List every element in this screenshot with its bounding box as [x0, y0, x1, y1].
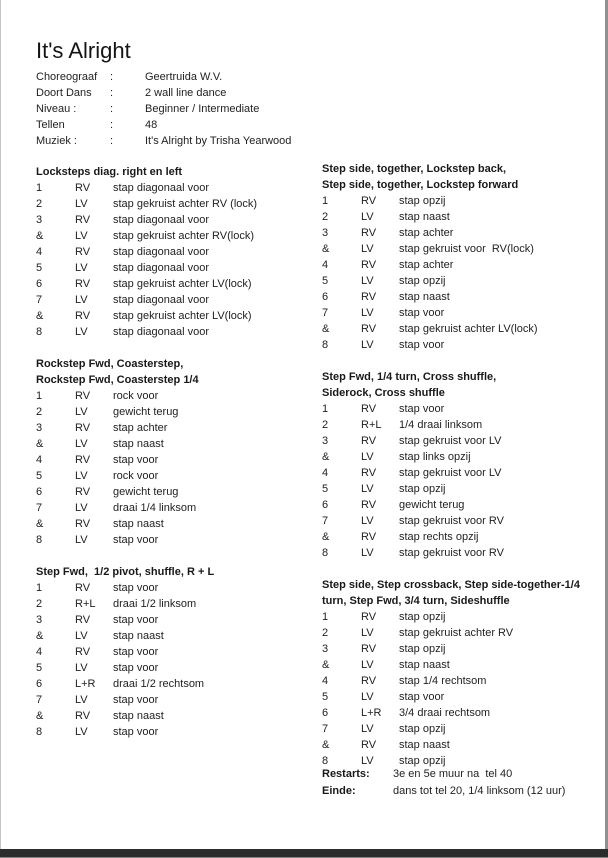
- step-foot: LV: [361, 691, 374, 703]
- step-count: 3: [36, 422, 43, 434]
- step-description: stap voor: [113, 694, 159, 706]
- step-foot: LV: [75, 230, 88, 242]
- footer-row-einde: [322, 783, 602, 800]
- step-count: 5: [322, 275, 329, 287]
- step-row: [36, 388, 318, 404]
- step-description: stap achter: [399, 227, 454, 239]
- step-row: [322, 657, 602, 673]
- step-row: [36, 404, 318, 420]
- step-count: 7: [322, 723, 329, 735]
- step-row: [322, 465, 602, 481]
- footer-value: dans tot tel 20, 1/4 linksom (12 uur): [393, 785, 566, 797]
- step-description: stap links opzij: [399, 451, 471, 463]
- step-description: stap naast: [113, 710, 164, 722]
- meta-separator: :: [110, 87, 114, 99]
- step-description: stap gekruist achter RV: [399, 627, 514, 639]
- step-description: stap voor: [399, 691, 445, 703]
- step-row: [36, 260, 318, 276]
- step-description: draai 1/2 linksom: [113, 598, 197, 610]
- step-description: stap naast: [399, 739, 450, 751]
- step-description: stap diagonaal voor: [113, 182, 210, 194]
- step-description: stap voor: [113, 614, 159, 626]
- step-foot: RV: [75, 486, 91, 498]
- step-description: stap opzij: [399, 275, 446, 287]
- step-foot: RV: [361, 323, 377, 335]
- section-heading: Locksteps diag. right en left: [36, 166, 183, 178]
- step-row: [36, 532, 318, 548]
- step-row: [322, 289, 602, 305]
- step-row: [322, 321, 602, 337]
- step-row: [322, 689, 602, 705]
- step-row: [36, 628, 318, 644]
- step-description: stap opzij: [399, 723, 446, 735]
- step-row: [36, 516, 318, 532]
- step-row: [36, 196, 318, 212]
- step-description: 1/4 draai linksom: [399, 419, 483, 431]
- step-foot: LV: [75, 326, 88, 338]
- step-count: 2: [36, 598, 43, 610]
- step-foot: RV: [361, 531, 377, 543]
- step-count: 5: [322, 483, 329, 495]
- step-row: [322, 481, 602, 497]
- step-foot: LV: [361, 307, 374, 319]
- step-description: stap naast: [399, 291, 450, 303]
- step-row: [322, 609, 602, 625]
- step-foot: L+R: [361, 707, 382, 719]
- step-row: [322, 209, 602, 225]
- step-description: stap naast: [113, 438, 164, 450]
- section-heading: Step Fwd, 1/2 pivot, shuffle, R + L: [36, 566, 215, 578]
- step-description: stap naast: [399, 659, 450, 671]
- meta-row-choreograaf: [36, 69, 356, 85]
- meta-block: [36, 69, 356, 149]
- step-row: [36, 596, 318, 612]
- step-row: [322, 625, 602, 641]
- footer-label: Einde:: [322, 785, 356, 797]
- step-row: [36, 212, 318, 228]
- step-description: stap opzij: [399, 611, 446, 623]
- step-description: stap voor: [399, 403, 445, 415]
- step-description: gewicht terug: [113, 406, 179, 418]
- step-description: stap diagonaal voor: [113, 214, 210, 226]
- step-foot: LV: [361, 723, 374, 735]
- meta-value: Geertruida W.V.: [145, 71, 223, 83]
- meta-separator: :: [110, 119, 114, 131]
- step-row: [322, 673, 602, 689]
- meta-value: It's Alright by Trisha Yearwood: [145, 135, 292, 147]
- step-foot: LV: [361, 451, 374, 463]
- step-foot: RV: [361, 195, 377, 207]
- step-description: stap diagonaal voor: [113, 294, 210, 306]
- footer-block: [322, 766, 602, 800]
- step-foot: LV: [75, 694, 88, 706]
- step-description: stap gekruist voor RV: [399, 547, 504, 559]
- step-row: [322, 433, 602, 449]
- step-row: [322, 705, 602, 721]
- step-count: &: [36, 310, 44, 322]
- step-foot: RV: [361, 435, 377, 447]
- step-count: 8: [322, 755, 329, 767]
- step-count: 7: [322, 515, 329, 527]
- step-count: 2: [322, 419, 329, 431]
- step-foot: LV: [75, 294, 88, 306]
- step-count: 7: [322, 307, 329, 319]
- page-left-edge: [0, 0, 1, 858]
- step-foot: RV: [361, 291, 377, 303]
- step-description: stap gekruist achter LV(lock): [113, 278, 252, 290]
- step-count: 5: [36, 262, 43, 274]
- step-count: &: [36, 438, 44, 450]
- section-heading: Siderock, Cross shuffle: [322, 387, 445, 399]
- footer-value: 3e en 5e muur na tel 40: [393, 768, 513, 780]
- meta-row-muziek: [36, 133, 356, 149]
- step-description: stap naast: [399, 211, 450, 223]
- step-description: stap achter: [399, 259, 454, 271]
- step-row: [322, 305, 602, 321]
- step-count: 6: [36, 678, 43, 690]
- meta-value: Beginner / Intermediate: [145, 103, 260, 115]
- step-count: 6: [36, 486, 43, 498]
- step-count: 1: [322, 403, 329, 415]
- step-foot: LV: [361, 547, 374, 559]
- step-foot: LV: [361, 483, 374, 495]
- step-description: stap voor: [113, 454, 159, 466]
- step-row: [36, 500, 318, 516]
- step-row: [36, 244, 318, 260]
- step-count: 2: [322, 627, 329, 639]
- footer-row-restarts: [322, 766, 602, 783]
- step-description: stap gekruist voor LV: [399, 467, 502, 479]
- step-description: stap achter: [113, 422, 168, 434]
- step-count: 8: [36, 326, 43, 338]
- step-row: [36, 180, 318, 196]
- step-foot: RV: [75, 646, 91, 658]
- step-count: 1: [322, 195, 329, 207]
- step-row: [322, 721, 602, 737]
- step-description: gewicht terug: [399, 499, 465, 511]
- step-count: 8: [36, 726, 43, 738]
- step-foot: RV: [75, 614, 91, 626]
- step-row: [36, 484, 318, 500]
- step-count: 1: [36, 390, 43, 402]
- meta-row-tellen: [36, 117, 356, 133]
- step-foot: LV: [75, 406, 88, 418]
- step-foot: RV: [361, 499, 377, 511]
- step-count: 4: [36, 646, 43, 658]
- step-foot: RV: [75, 214, 91, 226]
- meta-label: Choreograaf: [36, 71, 98, 83]
- step-count: 5: [36, 470, 43, 482]
- step-description: stap opzij: [399, 643, 446, 655]
- footer-label: Restarts:: [322, 768, 370, 780]
- dance-section: [322, 577, 602, 769]
- step-count: 7: [36, 502, 43, 514]
- step-description: stap 1/4 rechtsom: [399, 675, 487, 687]
- step-foot: RV: [75, 710, 91, 722]
- step-description: stap voor: [113, 582, 159, 594]
- step-count: 6: [36, 278, 43, 290]
- step-description: stap opzij: [399, 755, 446, 767]
- step-count: 1: [36, 582, 43, 594]
- step-description: rock voor: [113, 390, 159, 402]
- step-description: rock voor: [113, 470, 159, 482]
- step-row: [36, 644, 318, 660]
- step-foot: LV: [361, 627, 374, 639]
- step-count: &: [322, 243, 330, 255]
- step-description: stap voor: [113, 726, 159, 738]
- meta-label: Doort Dans: [36, 87, 92, 99]
- step-foot: LV: [361, 659, 374, 671]
- step-count: 8: [36, 534, 43, 546]
- step-count: &: [322, 531, 330, 543]
- step-foot: LV: [361, 515, 374, 527]
- step-count: 6: [322, 707, 329, 719]
- dance-section: [36, 164, 318, 340]
- step-count: 8: [322, 339, 329, 351]
- step-foot: RV: [75, 422, 91, 434]
- step-count: 4: [36, 454, 43, 466]
- step-row: [36, 708, 318, 724]
- step-count: 4: [322, 259, 329, 271]
- step-row: [36, 692, 318, 708]
- step-foot: LV: [75, 502, 88, 514]
- step-foot: LV: [75, 438, 88, 450]
- step-row: [322, 257, 602, 273]
- step-description: draai 1/2 rechtsom: [113, 678, 205, 690]
- step-row: [322, 497, 602, 513]
- step-count: 4: [36, 246, 43, 258]
- step-row: [322, 449, 602, 465]
- step-description: stap gekruist achter RV(lock): [113, 230, 255, 242]
- step-count: 5: [322, 691, 329, 703]
- step-row: [36, 228, 318, 244]
- step-foot: LV: [75, 198, 88, 210]
- step-description: stap gekruist voor LV: [399, 435, 502, 447]
- step-row: [322, 417, 602, 433]
- dance-section: [322, 161, 602, 353]
- step-description: stap gekruist achter LV(lock): [399, 323, 538, 335]
- step-description: stap opzij: [399, 483, 446, 495]
- step-foot: LV: [75, 470, 88, 482]
- step-row: [36, 660, 318, 676]
- step-count: &: [36, 630, 44, 642]
- step-foot: RV: [361, 643, 377, 655]
- step-row: [322, 513, 602, 529]
- step-count: 3: [36, 614, 43, 626]
- step-count: 2: [36, 406, 43, 418]
- step-count: 7: [36, 294, 43, 306]
- step-row: [322, 641, 602, 657]
- section-heading: Rockstep Fwd, Coasterstep,: [36, 358, 184, 370]
- step-row: [322, 401, 602, 417]
- step-description: stap voor: [113, 662, 159, 674]
- step-foot: LV: [361, 243, 374, 255]
- step-row: [322, 737, 602, 753]
- step-foot: RV: [75, 310, 91, 322]
- step-count: &: [36, 710, 44, 722]
- dance-section: [36, 564, 318, 740]
- step-count: 1: [322, 611, 329, 623]
- step-description: stap gekruist voor RV(lock): [399, 243, 534, 255]
- section-heading: Step Fwd, 1/4 turn, Cross shuffle,: [322, 371, 497, 383]
- step-description: stap rechts opzij: [399, 531, 479, 543]
- step-description: stap gekruist achter LV(lock): [113, 310, 252, 322]
- step-count: 1: [36, 182, 43, 194]
- step-row: [322, 529, 602, 545]
- step-foot: RV: [361, 403, 377, 415]
- step-description: stap voor: [113, 534, 159, 546]
- meta-separator: :: [110, 135, 114, 147]
- step-foot: LV: [75, 262, 88, 274]
- step-count: 3: [36, 214, 43, 226]
- step-description: stap gekruist achter RV (lock): [113, 198, 258, 210]
- step-row: [36, 724, 318, 740]
- step-row: [36, 676, 318, 692]
- dance-section: [322, 369, 602, 561]
- step-row: [322, 273, 602, 289]
- meta-separator: :: [110, 103, 114, 115]
- step-description: stap diagonaal voor: [113, 246, 210, 258]
- step-description: stap diagonaal voor: [113, 262, 210, 274]
- step-count: 4: [322, 675, 329, 687]
- step-count: 3: [322, 435, 329, 447]
- section-heading: Step side, together, Lockstep back,: [322, 163, 506, 175]
- step-count: &: [36, 230, 44, 242]
- step-count: 4: [322, 467, 329, 479]
- step-row: [36, 292, 318, 308]
- step-row: [36, 468, 318, 484]
- section-heading: Rockstep Fwd, Coasterstep 1/4: [36, 374, 199, 386]
- step-row: [36, 452, 318, 468]
- step-row: [322, 241, 602, 257]
- meta-label: Tellen: [36, 119, 65, 131]
- step-row: [36, 612, 318, 628]
- step-description: stap voor: [399, 339, 445, 351]
- meta-value: 48: [145, 119, 158, 131]
- step-count: &: [322, 451, 330, 463]
- step-foot: RV: [361, 611, 377, 623]
- step-description: 3/4 draai rechtsom: [399, 707, 491, 719]
- step-foot: LV: [75, 726, 88, 738]
- step-description: draai 1/4 linksom: [113, 502, 197, 514]
- meta-label: Niveau :: [36, 103, 77, 115]
- step-row: [322, 545, 602, 561]
- step-row: [36, 436, 318, 452]
- section-heading: Step side, Step crossback, Step side-together-1/4: [322, 579, 580, 591]
- step-foot: R+L: [75, 598, 96, 610]
- meta-label: Muziek :: [36, 135, 77, 147]
- step-description: stap naast: [113, 630, 164, 642]
- step-foot: L+R: [75, 678, 96, 690]
- step-foot: RV: [75, 582, 91, 594]
- step-count: &: [322, 659, 330, 671]
- meta-row-doort-dans: [36, 85, 356, 101]
- step-count: &: [322, 323, 330, 335]
- step-count: 8: [322, 547, 329, 559]
- step-description: stap opzij: [399, 195, 446, 207]
- step-row: [36, 308, 318, 324]
- meta-row-niveau: [36, 101, 356, 117]
- step-count: 5: [36, 662, 43, 674]
- step-foot: LV: [361, 339, 374, 351]
- step-foot: RV: [75, 182, 91, 194]
- meta-separator: :: [110, 71, 114, 83]
- step-row: [36, 580, 318, 596]
- step-row: [36, 420, 318, 436]
- step-row: [36, 276, 318, 292]
- step-description: stap diagonaal voor: [113, 326, 210, 338]
- step-foot: RV: [361, 739, 377, 751]
- right-column: [322, 161, 602, 785]
- step-foot: RV: [75, 518, 91, 530]
- section-heading: turn, Step Fwd, 3/4 turn, Sideshuffle: [322, 595, 510, 607]
- dance-section: [36, 356, 318, 548]
- step-foot: RV: [361, 227, 377, 239]
- step-description: stap naast: [113, 518, 164, 530]
- step-foot: RV: [361, 675, 377, 687]
- page-bottom-edge: [0, 849, 608, 858]
- step-count: 2: [322, 211, 329, 223]
- step-count: 6: [322, 291, 329, 303]
- step-description: stap voor: [399, 307, 445, 319]
- step-row: [322, 225, 602, 241]
- step-foot: LV: [361, 755, 374, 767]
- step-foot: LV: [361, 211, 374, 223]
- step-foot: RV: [75, 246, 91, 258]
- step-description: gewicht terug: [113, 486, 179, 498]
- step-row: [322, 193, 602, 209]
- step-foot: R+L: [361, 419, 382, 431]
- step-count: &: [36, 518, 44, 530]
- step-row: [322, 337, 602, 353]
- page-title: It's Alright: [36, 38, 131, 63]
- step-description: stap voor: [113, 646, 159, 658]
- step-foot: RV: [75, 278, 91, 290]
- step-count: 7: [36, 694, 43, 706]
- step-count: 3: [322, 643, 329, 655]
- step-foot: LV: [75, 534, 88, 546]
- step-count: 6: [322, 499, 329, 511]
- step-foot: RV: [75, 454, 91, 466]
- step-count: 2: [36, 198, 43, 210]
- left-column: [36, 164, 318, 756]
- step-foot: RV: [75, 390, 91, 402]
- step-foot: RV: [361, 467, 377, 479]
- step-count: &: [322, 739, 330, 751]
- step-description: stap gekruist voor RV: [399, 515, 504, 527]
- meta-value: 2 wall line dance: [145, 87, 227, 99]
- step-row: [36, 324, 318, 340]
- step-foot: LV: [75, 630, 88, 642]
- step-count: 3: [322, 227, 329, 239]
- section-heading: Step side, together, Lockstep forward: [322, 179, 519, 191]
- step-foot: RV: [361, 259, 377, 271]
- step-foot: LV: [75, 662, 88, 674]
- step-foot: LV: [361, 275, 374, 287]
